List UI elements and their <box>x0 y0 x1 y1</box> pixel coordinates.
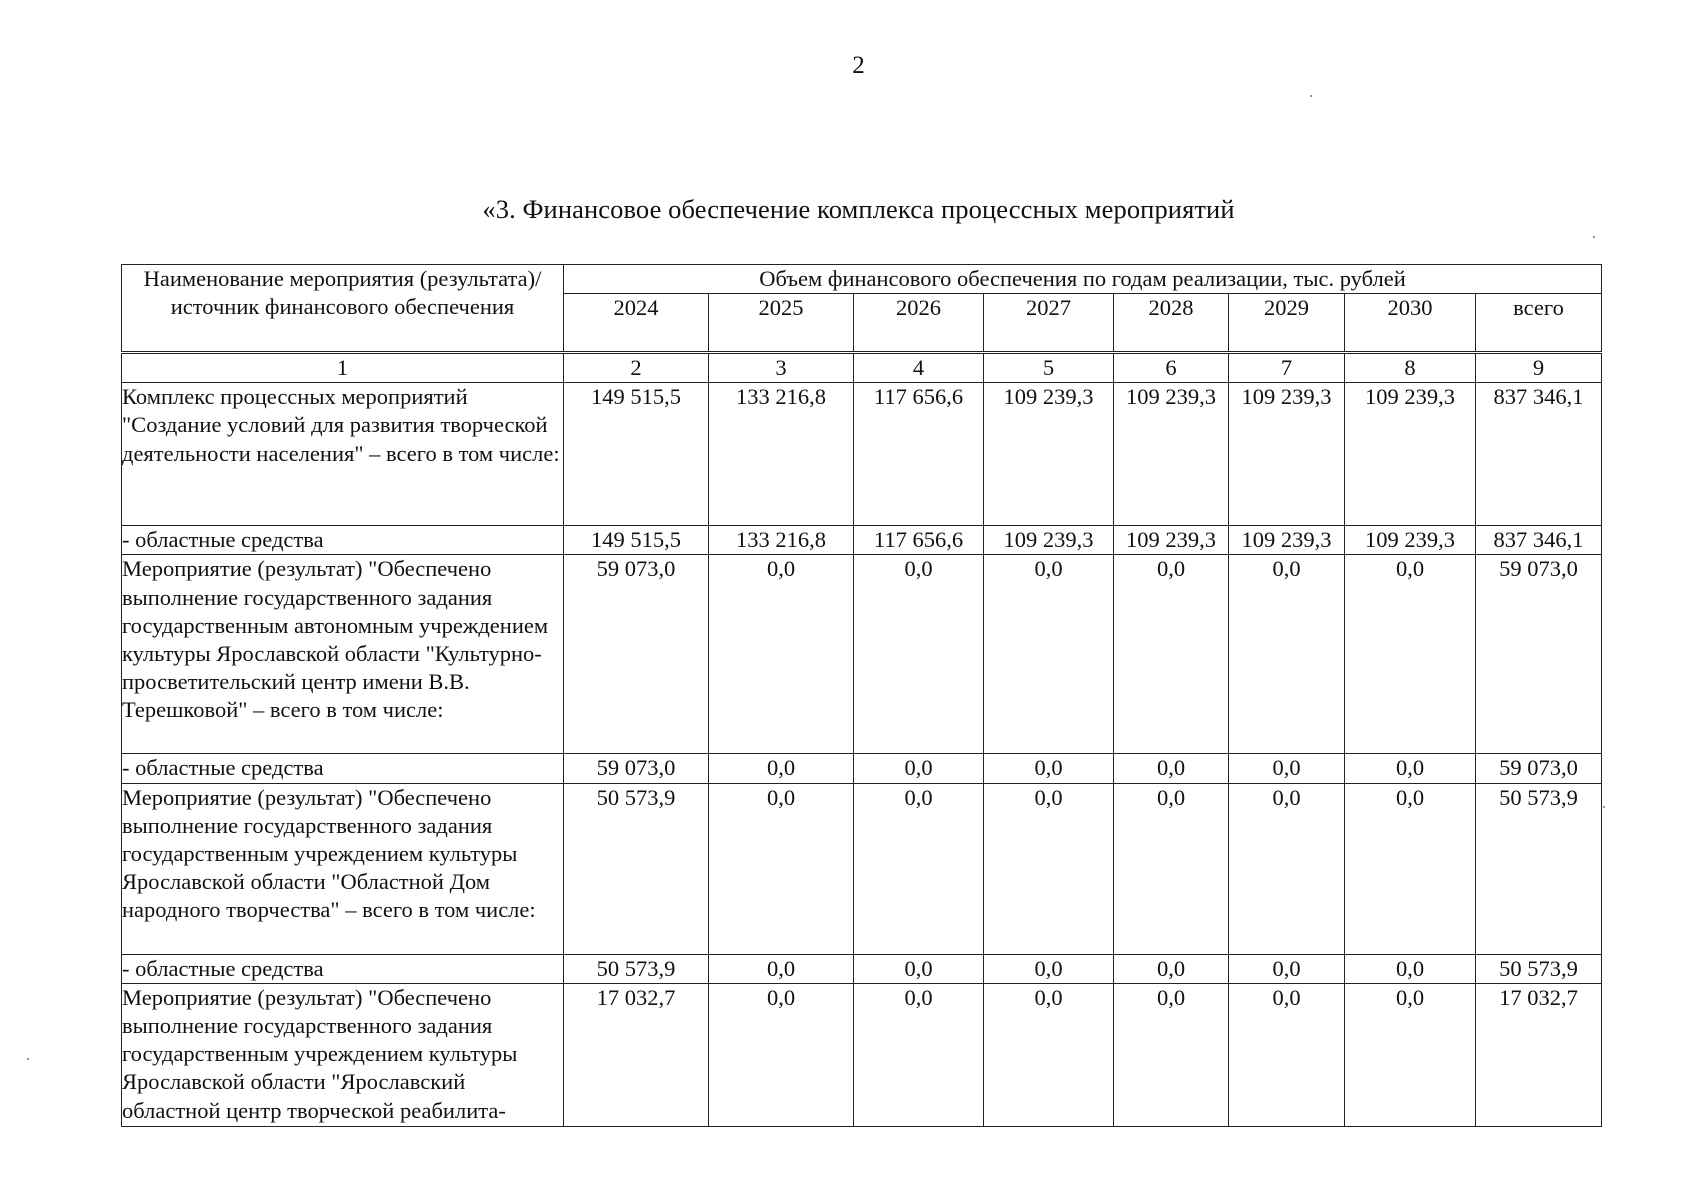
column-number-cell: 5 <box>984 353 1114 383</box>
value-cell: 17 032,7 <box>1476 983 1602 1126</box>
value-cell: 149 515,5 <box>564 383 709 526</box>
column-number-cell: 2 <box>564 353 709 383</box>
header-group-cell: Объем финансового обеспечения по годам реализации, тыс. рублей <box>564 265 1602 294</box>
table-row <box>122 383 1602 526</box>
value-cell: 109 239,3 <box>1229 526 1345 555</box>
value-cell: 109 239,3 <box>1229 383 1345 526</box>
value-cell: 0,0 <box>1345 954 1476 983</box>
value-cell: 0,0 <box>984 555 1114 754</box>
column-number-cell: 9 <box>1476 353 1602 383</box>
value-cell: 59 073,0 <box>1476 555 1602 754</box>
column-number-cell: 4 <box>854 353 984 383</box>
value-cell: 133 216,8 <box>709 526 854 555</box>
value-cell: 50 573,9 <box>1476 954 1602 983</box>
value-cell: 0,0 <box>709 983 854 1126</box>
row-name-cell: - областные средства <box>122 526 564 555</box>
value-cell: 50 573,9 <box>564 783 709 954</box>
value-cell: 109 239,3 <box>1114 526 1229 555</box>
column-number-cell: 6 <box>1114 353 1229 383</box>
value-cell: 117 656,6 <box>854 526 984 555</box>
value-cell: 0,0 <box>854 555 984 754</box>
year-header-cell: 2030 <box>1345 294 1476 353</box>
row-name-cell: Мероприятие (результат) "Обеспечено выполнение государственного задания государственным учреждением культуры Ярославской области "Ярославский областной центр творческой реабилита- <box>122 983 564 1126</box>
scan-speck <box>1310 95 1312 97</box>
column-number-cell: 8 <box>1345 353 1476 383</box>
column-number-cell: 3 <box>709 353 854 383</box>
year-header-cell: 2027 <box>984 294 1114 353</box>
column-number-cell: 1 <box>122 353 564 383</box>
table-row <box>122 754 1602 783</box>
value-cell: 0,0 <box>1229 555 1345 754</box>
value-cell: 50 573,9 <box>1476 783 1602 954</box>
table-row <box>122 555 1602 754</box>
header-name-cell: Наименование мероприятия (результата)/ источник финансового обеспечения <box>122 265 564 353</box>
value-cell: 0,0 <box>854 783 984 954</box>
value-cell: 0,0 <box>984 754 1114 783</box>
value-cell: 0,0 <box>1229 783 1345 954</box>
value-cell: 109 239,3 <box>984 383 1114 526</box>
value-cell: 0,0 <box>1345 983 1476 1126</box>
header-row-1 <box>122 265 1602 294</box>
value-cell: 149 515,5 <box>564 526 709 555</box>
value-cell: 0,0 <box>1114 983 1229 1126</box>
value-cell: 59 073,0 <box>1476 754 1602 783</box>
year-header-cell: 2028 <box>1114 294 1229 353</box>
value-cell: 109 239,3 <box>1345 526 1476 555</box>
value-cell: 117 656,6 <box>854 383 984 526</box>
value-cell: 0,0 <box>984 954 1114 983</box>
document-title: «3. Финансовое обеспечение комплекса процессных мероприятий <box>482 194 1235 224</box>
row-name-cell: - областные средства <box>122 754 564 783</box>
scan-speck <box>27 1058 29 1060</box>
value-cell: 0,0 <box>1229 983 1345 1126</box>
year-header-cell: всего <box>1476 294 1602 353</box>
value-cell: 0,0 <box>854 754 984 783</box>
row-name-cell: Мероприятие (результат) "Обеспечено выполнение государственного задания государственным учреждением культуры Ярославской области "Областной Дом народного творчества" – всего в том числе: <box>122 783 564 954</box>
row-name-cell: - областные средства <box>122 954 564 983</box>
row-name-cell: Комплекс процессных мероприятий "Создание условий для развития творческой деятельности населения" – всего в том числе: <box>122 383 564 526</box>
page-number: 2 <box>852 52 865 79</box>
year-header-cell: 2026 <box>854 294 984 353</box>
table-row <box>122 526 1602 555</box>
value-cell: 133 216,8 <box>709 383 854 526</box>
table-row <box>122 783 1602 954</box>
value-cell: 0,0 <box>1345 555 1476 754</box>
value-cell: 0,0 <box>854 983 984 1126</box>
column-number-row <box>122 353 1602 383</box>
value-cell: 0,0 <box>1345 783 1476 954</box>
value-cell: 17 032,7 <box>564 983 709 1126</box>
value-cell: 0,0 <box>709 555 854 754</box>
column-number-cell: 7 <box>1229 353 1345 383</box>
value-cell: 50 573,9 <box>564 954 709 983</box>
value-cell: 0,0 <box>1114 783 1229 954</box>
table-row <box>122 954 1602 983</box>
value-cell: 0,0 <box>1345 754 1476 783</box>
year-header-cell: 2029 <box>1229 294 1345 353</box>
value-cell: 0,0 <box>984 783 1114 954</box>
value-cell: 109 239,3 <box>1345 383 1476 526</box>
value-cell: 0,0 <box>854 954 984 983</box>
year-header-cell: 2024 <box>564 294 709 353</box>
value-cell: 0,0 <box>1229 954 1345 983</box>
value-cell: 0,0 <box>709 754 854 783</box>
table-row <box>122 983 1602 1126</box>
value-cell: 0,0 <box>709 783 854 954</box>
value-cell: 0,0 <box>984 983 1114 1126</box>
year-header-cell: 2025 <box>709 294 854 353</box>
value-cell: 0,0 <box>1114 555 1229 754</box>
financial-table <box>121 264 1602 1127</box>
value-cell: 0,0 <box>1114 754 1229 783</box>
value-cell: 109 239,3 <box>984 526 1114 555</box>
value-cell: 59 073,0 <box>564 555 709 754</box>
value-cell: 837 346,1 <box>1476 383 1602 526</box>
value-cell: 0,0 <box>1229 754 1345 783</box>
scan-speck <box>1593 236 1595 238</box>
row-name-cell: Мероприятие (результат) "Обеспечено выполнение государственного задания государственным автономным учреждением культуры Ярославской области "Культурно-просветительский центр имени В.В. Терешковой" – всего в том числе: <box>122 555 564 754</box>
value-cell: 0,0 <box>1114 954 1229 983</box>
scan-speck <box>1603 806 1605 808</box>
value-cell: 109 239,3 <box>1114 383 1229 526</box>
value-cell: 59 073,0 <box>564 754 709 783</box>
value-cell: 0,0 <box>709 954 854 983</box>
value-cell: 837 346,1 <box>1476 526 1602 555</box>
